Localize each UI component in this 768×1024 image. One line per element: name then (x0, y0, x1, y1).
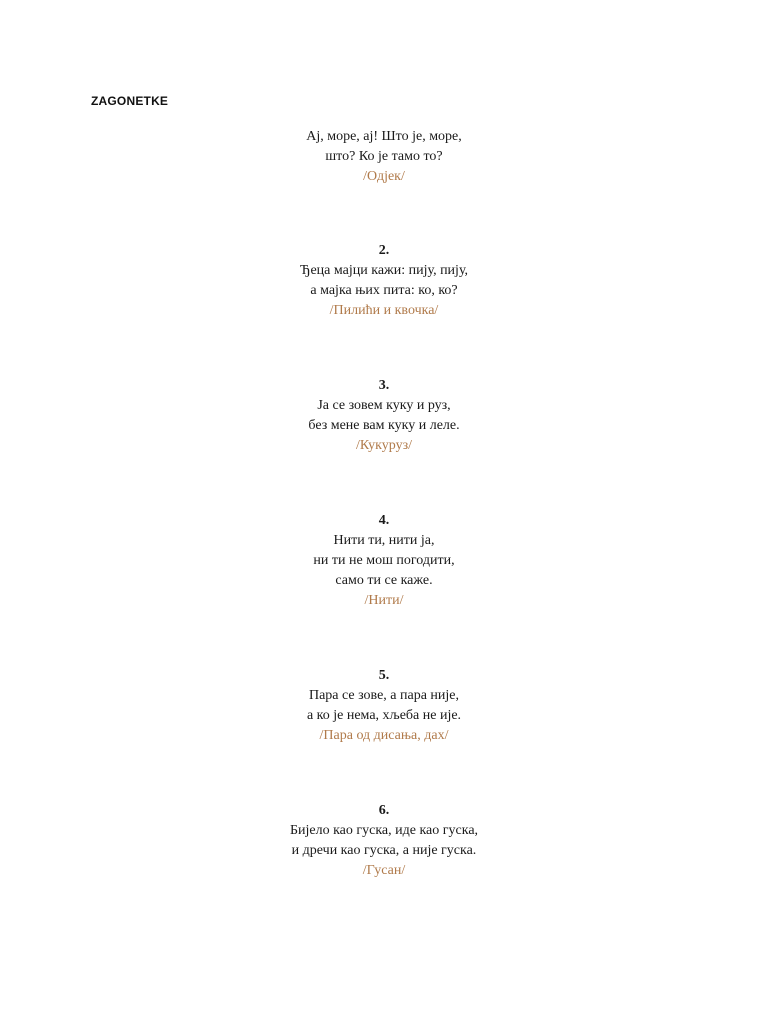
riddle-number: 4. (378, 513, 390, 528)
riddle-5 (0, 666, 768, 746)
riddle-1 (0, 127, 768, 187)
riddle-answer: /Одјек/ (363, 169, 405, 184)
riddle-4 (0, 511, 768, 611)
document-title: ZAGONETKE (91, 94, 169, 108)
riddle-answer: /Кукуруз/ (355, 438, 412, 453)
riddle-answer: /Нити/ (364, 593, 404, 608)
riddle-line: и дречи као гуска, а није гуска. (291, 843, 477, 858)
riddle-answer: /Пара од дисања, дах/ (319, 728, 449, 743)
riddle-line: без мене вам куку и леле. (308, 418, 460, 433)
riddle-number: 6. (378, 803, 390, 818)
riddle-3 (0, 376, 768, 456)
riddle-line: Ај, море, ај! Што је, море, (306, 129, 462, 144)
riddle-number: 5. (378, 668, 390, 683)
riddle-line: само ти се каже. (335, 573, 433, 588)
riddle-line: Ја се зовем куку и руз, (317, 398, 451, 413)
riddle-line: што? Ко је тамо то? (325, 149, 443, 164)
riddle-answer: /Пилићи и квочка/ (329, 303, 439, 318)
riddle-line: ни ти не мош погодити, (313, 553, 455, 568)
riddle-line: Бијело као гуска, иде као гуска, (289, 823, 479, 838)
riddle-number: 3. (378, 378, 390, 393)
riddle-line: а ко је нема, хљеба не иje. (306, 708, 462, 723)
riddle-2 (0, 241, 768, 321)
riddle-line: Ђеца мајци кажи: пију, пију, (299, 263, 469, 278)
riddle-6 (0, 801, 768, 881)
riddle-answer: /Гусан/ (362, 863, 406, 878)
riddle-line: а мајка њих пита: ко, ко? (310, 283, 458, 298)
riddle-line: Нити ти, нити ја, (333, 533, 435, 548)
riddle-number: 2. (378, 243, 390, 258)
riddle-line: Пара се зове, а пара није, (308, 688, 460, 703)
